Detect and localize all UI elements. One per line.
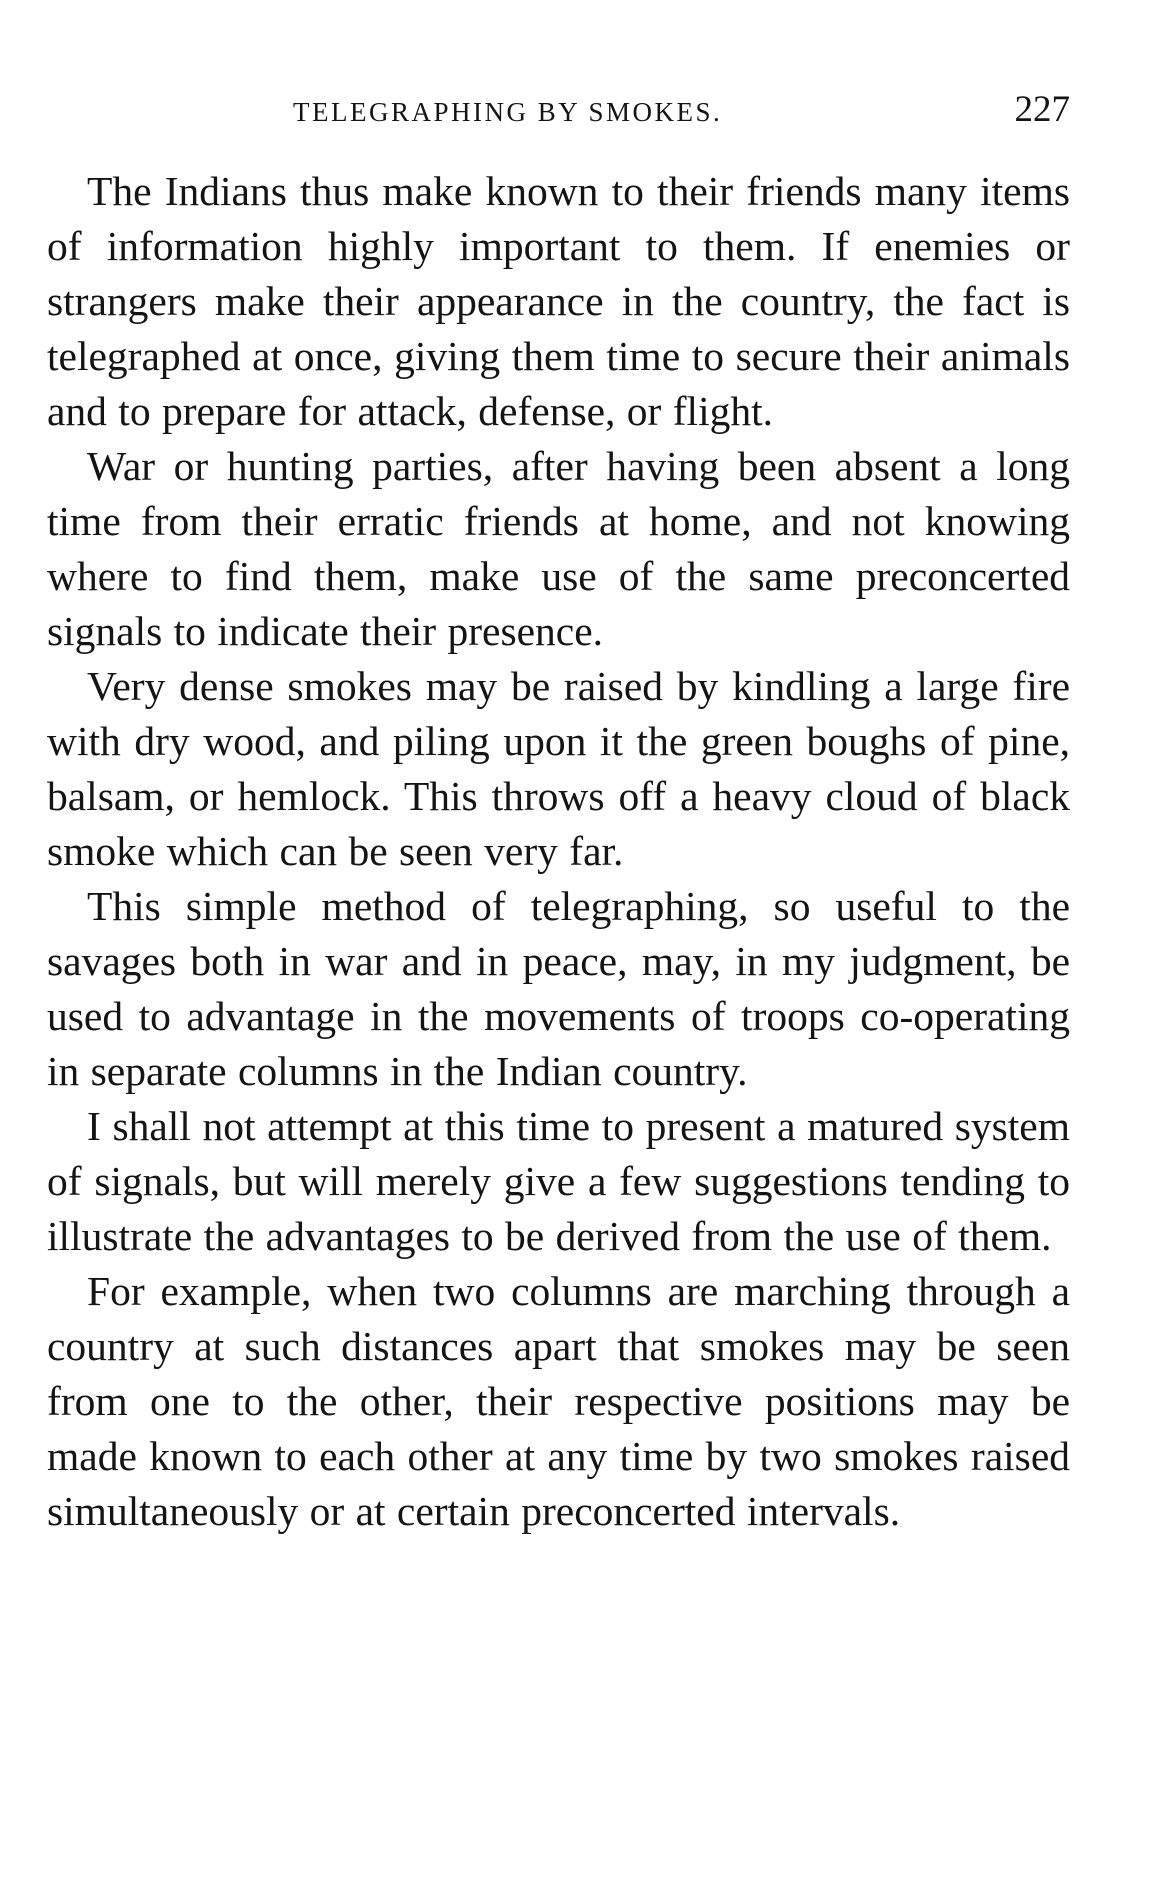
paragraph: War or hunting parties, after having been absent a long time from their erratic friends at home, and not knowing where to find them, make use of the same preconcerted signals to indicate their presence. — [47, 443, 1070, 654]
running-title: TELEGRAPHING BY SMOKES. — [293, 97, 723, 127]
page-number: 227 — [1014, 89, 1070, 130]
body-text — [47, 164, 1070, 1539]
running-head — [50, 89, 1070, 132]
paragraph: Very dense smokes may be raised by kindling a large fire with dry wood, and piling upon it the green boughs of pine, balsam, or hemlock. This throws off a heavy cloud of black smoke which can be seen very far. — [47, 663, 1070, 874]
paragraph: I shall not attempt at this time to present a matured system of signals, but will merely give a few suggestions tending to illustrate the advantages to be derived from the use of them. — [47, 1103, 1070, 1259]
paragraph: This simple method of telegraphing, so useful to the savages both in war and in peace, may, in my judgment, be used to advantage in the movements of troops co-operating in separate columns in the Indian country. — [47, 883, 1070, 1094]
paragraph: The Indians thus make known to their friends many items of information highly important to them. If enemies or strangers make their appearance in the country, the fact is telegraphed at once, giving them time to secure their animals and to prepare for attack, defense, or flight. — [47, 168, 1070, 434]
paragraph: For example, when two columns are marching through a country at such distances apart that smokes may be seen from one to the other, their respective positions may be made known to each other at any time by two smokes raised simultaneously or at certain preconcerted intervals. — [47, 1268, 1070, 1534]
